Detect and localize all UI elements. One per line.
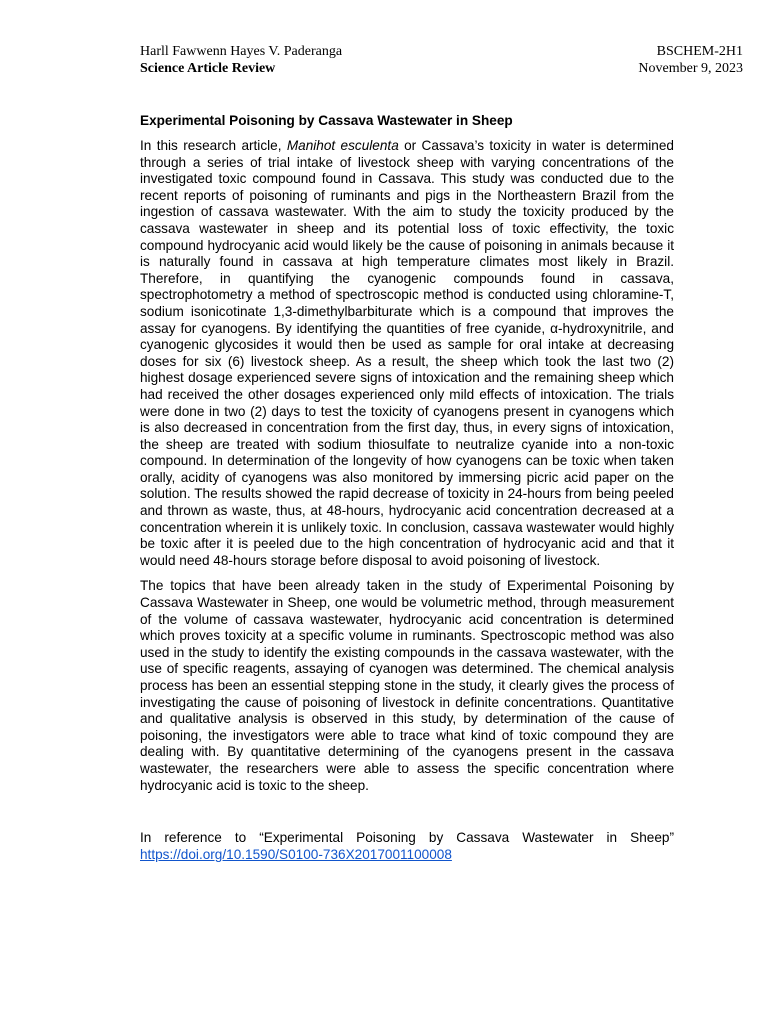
document-date: November 9, 2023 bbox=[638, 61, 743, 76]
analysis-paragraph: The topics that have been already taken in the study of Experimental Poisoning by Cassava Wastewater in Sheep, one would be volumetric method, through measurement of the volume of cassava wastewater, hydrocyanic acid concentration is determined which proves toxicity at a specific volume in ruminants. Spectroscopic method was also used in the study to identify the existing compounds in the cassava wastewater, with the use of specific reagents, assaying of cyanogen was determined. The chemical analysis process has been an essential stepping stone in the study, it clearly gives the process of investigating the cause of poisoning of livestock in definite concentrations. Quantitative and qualitative analysis is observed in this study, by determination of the cause of poisoning, the investigators were able to trace what kind of toxic compound they are dealing with. By quantitative determining of the cyanogens present in the cassava wastewater, the researchers were able to assess the specific concentration where hydrocyanic acid is toxic to the sheep. bbox=[140, 578, 674, 793]
reference-text: In reference to “Experimental Poisoning by Cassava Wastewater in Sheep” bbox=[140, 830, 674, 846]
article-body bbox=[140, 112, 674, 863]
author-name: Harll Fawwenn Hayes V. Paderanga bbox=[140, 44, 343, 59]
reference-block bbox=[140, 830, 674, 863]
header-right bbox=[638, 43, 743, 77]
summary-body: or Cassava’s toxicity in water is determined through a series of trial intake of livestock sheep with varying concentrations of the investigated toxic compound found in Cassava. This study was conducted due to the recent reports of poisoning of ruminants and pigs in the Northeastern Brazil from the ingestion of cassava wastewater. With the aim to study the toxicity produced by the cassava wastewater in sheep and its potential loss of toxic effectivity, the toxic compound hydrocyanic acid would likely be the cause of poisoning in animals because it is naturally found in cassava at high temperature climates most likely in Brazil. Therefore, in quantifying the cyanogenic compounds found in cassava, spectrophotometry a method of spectroscopic method is conducted using chloramine-T, sodium isonicotinate 1,3-dimethylbarbiturate which is a compound that improves the assay for cyanogens. By identifying the quantities of free cyanide, α-hydroxynitrile, and cyanogenic glycosides it would then be used as sample for oral intake at decreasing doses for six (6) livestock sheep. As a result, the sheep which took the last two (2) highest dosage experienced severe signs of intoxication and the remaining sheep which had received the other dosages experienced only mild effects of intoxication. The trials were done in two (2) days to test the toxicity of cyanogens present in cyanogens which is also decreased in concentration from the first day, thus, in every signs of intoxication, the sheep are treated with sodium thiosulfate to neutralize cyanide into a non-toxic compound. In determination of the longevity of how cyanogens can be toxic when taken orally, acidity of cyanogens was also monitored by immersing picric acid paper on the solution. The results showed the rapid decrease of toxicity in 24-hours from being peeled and thrown as waste, thus, at 48-hours, hydrocyanic acid concentration decreased at a concentration wherein it is unlikely toxic. In conclusion, cassava wastewater would highly be toxic after it is peeled due to the high concentration of hydrocyanic acid and that it would need 48-hours storage before disposal to avoid poisoning of livestock. bbox=[140, 138, 674, 568]
course-code: BSCHEM-2H1 bbox=[656, 44, 743, 59]
header-left bbox=[140, 43, 342, 77]
summary-lead: In this research article, bbox=[140, 138, 287, 153]
summary-paragraph bbox=[140, 138, 674, 569]
article-title: Experimental Poisoning by Cassava Wastewater in Sheep bbox=[140, 113, 513, 128]
document-type: Science Article Review bbox=[140, 61, 276, 76]
doi-link[interactable]: https://doi.org/10.1590/S0100-736X2017001100008 bbox=[140, 846, 452, 862]
species-name: Manihot esculenta bbox=[286, 138, 399, 153]
